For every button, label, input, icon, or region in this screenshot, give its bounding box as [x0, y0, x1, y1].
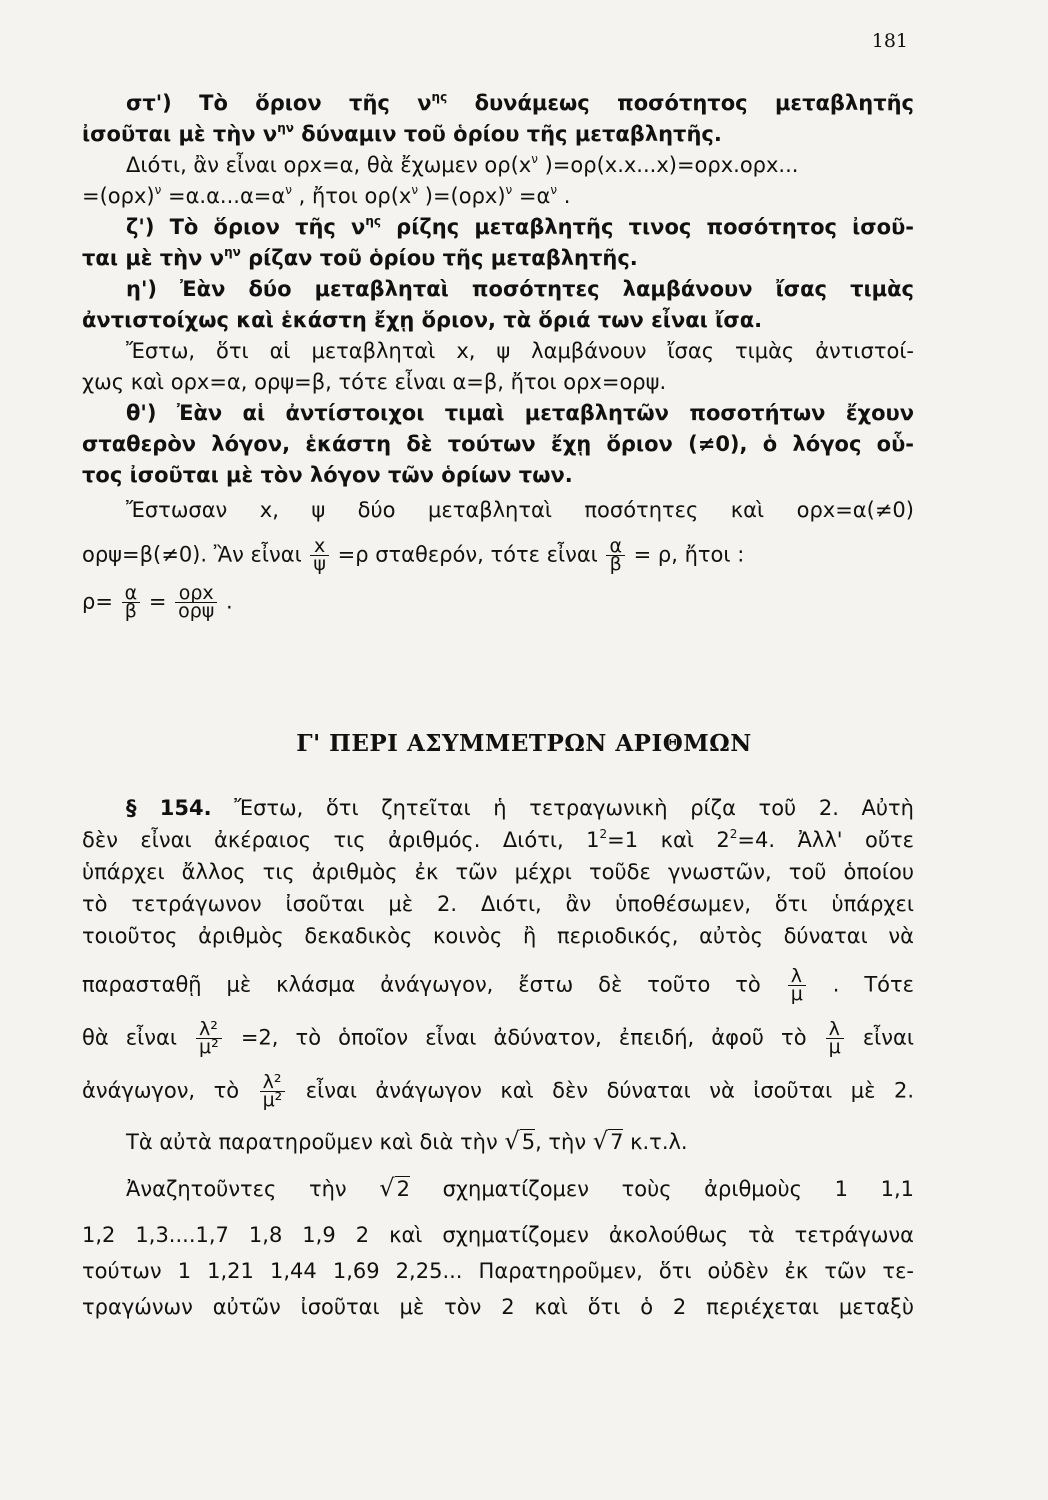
text: ζ') Τὸ ὅριον τῆς ν — [126, 215, 366, 239]
numerator: λ² — [260, 1074, 286, 1092]
text: =α — [512, 184, 551, 208]
superscript: ην — [224, 245, 241, 259]
line — [82, 824, 914, 856]
text: ρίζης μεταβλητῆς τινος ποσότητος ἰσοῦ- — [381, 215, 914, 239]
line: τραγώνων αὐτῶν ἰσοῦται μὲ τὸν 2 καὶ ὅτι ὁ 2 περιέχεται μεταξὺ — [82, 1295, 914, 1319]
text: δύναμιν τοῦ ὁρίου τῆς μεταβλητῆς. — [293, 122, 722, 146]
radical-icon: √ — [592, 1127, 609, 1155]
line — [82, 582, 914, 622]
text: παρασταθῇ μὲ κλάσμα ἀνάγωγον, ἔστω δὲ τοῦτο τὸ — [82, 972, 786, 997]
text: , τὴν — [535, 1130, 593, 1154]
line: η') Ἐὰν δύο μεταβληταὶ ποσότητες λαμβάνουν ἴσας τιμὰς — [126, 277, 914, 301]
line: τοιοῦτος ἀριθμὸς δεκαδικὸς κοινὸς ἢ περιοδικός, αὐτὸς δύναται νὰ — [82, 924, 914, 948]
text: δυνάμεως ποσότητος μεταβλητῆς — [447, 91, 914, 115]
fraction — [606, 535, 625, 575]
text: Ἔστω, ὅτι ζητεῖται ἡ τετραγωνικὴ ρίζα τοῦ 2. Αὐτὴ — [211, 796, 914, 820]
line — [82, 119, 914, 150]
superscript: ν — [505, 183, 513, 197]
denominator: μ² — [262, 1089, 283, 1111]
text: =(ορx) — [82, 184, 155, 208]
fraction — [826, 1018, 844, 1058]
text: στ') Τὸ ὅριον τῆς ν — [126, 91, 432, 115]
denominator: β — [124, 600, 137, 622]
text: =2, τὸ ὁποῖον εἶναι ἀδύνατον, ἐπειδή, ἀφοῦ τὸ — [240, 1025, 824, 1050]
radical-icon: √ — [504, 1127, 520, 1155]
superscript: 2 — [729, 827, 738, 841]
line — [82, 88, 914, 119]
text: θὰ εἶναι — [82, 1025, 195, 1050]
text: κ.τ.λ. — [623, 1130, 688, 1154]
line — [82, 965, 914, 1005]
superscript: ν — [154, 183, 162, 197]
text: σχηματίζομεν τοὺς ἀριθμοὺς 1 1,1 — [409, 1177, 914, 1201]
text: ἰσοῦται μὲ τὴν ν — [82, 122, 278, 146]
fraction — [175, 582, 217, 622]
text: Διότι, ἂν εἶναι ορx=α, θὰ ἔχωμεν ορ(x — [126, 153, 532, 177]
denominator: μ — [790, 983, 803, 1005]
line: σταθερὸν λόγον, ἑκάστη δὲ τούτων ἔχῃ ὅριον (≠0), ὁ λόγος οὗ- — [82, 432, 914, 456]
numerator: λ² — [196, 1021, 222, 1039]
line: 1,2 1,3....1,7 1,8 1,9 2 καὶ σχηματίζομεν ἀκολούθως τὰ τετράγωνα — [82, 1223, 914, 1247]
text: . Τότε — [832, 972, 914, 997]
numerator: λ — [826, 1021, 844, 1039]
section-heading: Γ' ΠΕΡΙ ΑΣΥΜΜΕΤΡΩΝ ΑΡΙΘΜΩΝ — [296, 730, 752, 757]
text: = ρ, ἤτοι : — [633, 542, 745, 567]
numerator: α — [606, 538, 625, 556]
text: ρίζαν τοῦ ὁρίου τῆς μεταβλητῆς. — [240, 246, 638, 270]
line — [82, 1071, 914, 1111]
text: , ἤτοι ορ(x — [291, 184, 412, 208]
line: χως καὶ ορx=α, ορψ=β, τότε εἶναι α=β, ἤτοι ορx=ορψ. — [82, 370, 667, 394]
radical-icon: √ — [379, 1174, 395, 1202]
text: Ἀναζητοῦντες τὴν — [126, 1177, 380, 1201]
text: . — [226, 589, 233, 614]
superscript: ην — [277, 121, 294, 135]
text: Τὰ αὐτὰ παρατηροῦμεν καὶ διὰ τὴν — [126, 1130, 505, 1154]
text: εἶναι ἀνάγωγον καὶ δὲν δύναται νὰ ἰσοῦται μὲ 2. — [305, 1078, 914, 1103]
line — [82, 181, 914, 212]
text: ορψ=β(≠0). Ἂν εἶναι — [82, 542, 309, 567]
fraction — [788, 965, 806, 1005]
line: τούτων 1 1,21 1,44 1,69 2,25... Παρατηροῦμεν, ὅτι οὐδὲν ἐκ τῶν τε- — [82, 1259, 914, 1283]
text: = — [148, 589, 174, 614]
text: ρ= — [82, 589, 120, 614]
line: τος ἰσοῦται μὲ τὸν λόγον τῶν ὁρίων των. — [82, 463, 573, 487]
denominator: ορψ — [178, 600, 215, 622]
line — [82, 792, 914, 824]
line — [82, 243, 914, 274]
line — [82, 1125, 914, 1158]
text: =1 καὶ 2 — [607, 828, 730, 852]
numerator: ορx — [175, 585, 217, 603]
text: )=ορ(x.x...x)=ορx.ορx... — [537, 153, 799, 177]
superscript: ης — [365, 214, 381, 228]
line: θ') Ἐὰν αἱ ἀντίστοιχοι τιμαὶ μεταβλητῶν ποσοτήτων ἔχουν — [126, 401, 914, 425]
line: ὑπάρχει ἄλλος τις ἀριθμὸς ἐκ τῶν μέχρι τοῦδε γνωστῶν, τοῦ ὁποίου — [82, 860, 914, 884]
denominator: μ² — [199, 1036, 219, 1058]
line — [82, 212, 914, 243]
text: =α.α...α=α — [161, 184, 286, 208]
denominator: β — [609, 553, 622, 575]
line — [82, 1172, 914, 1205]
section-number: § 154. — [126, 796, 212, 820]
superscript: ν — [531, 152, 538, 166]
radicand: 2 — [396, 1177, 410, 1201]
line — [82, 150, 914, 181]
superscript: ης — [431, 90, 448, 104]
page-number: 181 — [871, 30, 908, 52]
text: . — [557, 184, 571, 208]
line — [82, 1018, 914, 1058]
line: ἀντιστοίχως καὶ ἑκάστη ἔχῃ ὅριον, τὰ ὅριά των εἶναι ἴσα. — [82, 308, 763, 332]
text: εἶναι — [862, 1025, 914, 1050]
superscript: 2 — [599, 827, 608, 841]
line: Ἔστωσαν x, ψ δύο μεταβληταὶ ποσότητες καὶ ορx=α(≠0) — [126, 498, 914, 522]
numerator: α — [122, 585, 141, 603]
line: τὸ τετράγωνον ἰσοῦται μὲ 2. Διότι, ἂν ὑποθέσωμεν, ὅτι ὑπάρχει — [82, 892, 914, 916]
fraction — [310, 535, 329, 575]
numerator: x — [310, 538, 329, 556]
superscript: ν — [411, 183, 419, 197]
denominator: μ — [828, 1036, 841, 1058]
denominator: ψ — [313, 553, 326, 575]
numerator: λ — [788, 968, 806, 986]
radicand: 7 — [610, 1130, 624, 1154]
superscript: ν — [550, 183, 558, 197]
fraction — [122, 582, 141, 622]
section-154-block — [82, 792, 914, 1323]
superscript: ν — [285, 183, 292, 197]
line: Ἔστω, ὅτι αἱ μεταβληταὶ x, ψ λαμβάνουν ἴσας τιμὰς ἀντιστοί- — [126, 339, 914, 363]
text: δὲν εἶναι ἀκέραιος τις ἀριθμός. Διότι, 1 — [82, 828, 600, 852]
fraction — [196, 1018, 222, 1058]
text: )=(ορx) — [418, 184, 506, 208]
text: =ρ σταθερόν, τότε εἶναι — [337, 542, 605, 567]
line — [82, 535, 914, 575]
theorems-block — [82, 88, 914, 620]
radicand: 5 — [521, 1130, 536, 1154]
text: ἀνάγωγον, τὸ — [82, 1078, 258, 1103]
text: ται μὲ τὴν ν — [82, 246, 225, 270]
text: =4. Ἀλλ' οὔτε — [737, 828, 914, 852]
fraction — [260, 1071, 286, 1111]
